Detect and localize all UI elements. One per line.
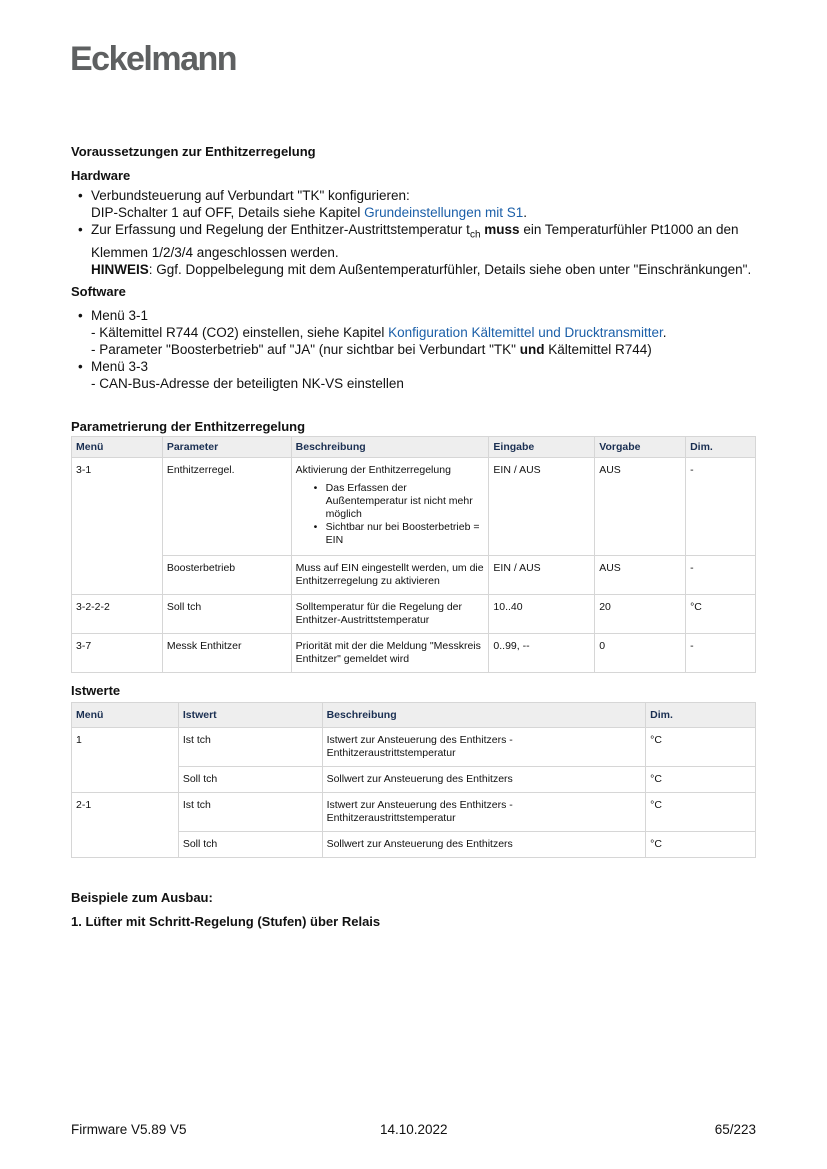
sw-b1-head: Menü 3-1: [91, 307, 149, 323]
software-list: [71, 307, 756, 392]
table-cell: 3-7: [72, 633, 163, 672]
hw-b2-text-post: ein Temperaturfühler Pt1000 an den Klemmen 1/2/3/4 angeschlossen werden.: [91, 222, 739, 260]
link-konfiguration-kaeltemittel[interactable]: Konfiguration Kältemittel und Drucktransmitter: [388, 324, 663, 340]
table-cell: [291, 457, 489, 555]
sw-b2-l1: - CAN-Bus-Adresse der beteiligten NK-VS einstellen: [91, 375, 404, 391]
col-header: Beschreibung: [291, 436, 489, 457]
table-cell: -: [686, 633, 756, 672]
col-header: Menü: [72, 702, 179, 727]
table-cell: -: [686, 555, 756, 594]
footer-page-number: 65/223: [714, 1122, 756, 1137]
list-item: [91, 221, 756, 278]
hardware-list: [71, 187, 756, 278]
table-cell: Soll tch: [178, 766, 322, 792]
col-header: Dim.: [686, 436, 756, 457]
sw-b1-l1-period: .: [662, 324, 667, 340]
table-row: [72, 792, 756, 831]
table-cell: Enthitzerregel.: [162, 457, 291, 555]
hw-b2-text: Zur Erfassung und Regelung der Enthitzer-Austrittstemperatur t: [91, 222, 470, 237]
table-cell: Sollwert zur Ansteuerung des Enthitzers: [322, 766, 646, 792]
hw-note-text: : Ggf. Doppelbelegung mit dem Außentemperaturfühler, Details siehe oben unter "Einschränkungen".: [148, 261, 752, 277]
table-cell: 2-1: [72, 792, 179, 857]
sw-b1-l2-bold: und: [519, 341, 545, 357]
table-cell: Sollwert zur Ansteuerung des Enthitzers: [322, 831, 646, 857]
table-cell: °C: [646, 727, 756, 766]
table-cell: 20: [595, 594, 686, 633]
col-header: Beschreibung: [322, 702, 646, 727]
table-row: [72, 594, 756, 633]
table-cell: Istwert zur Ansteuerung des Enthitzers - Enthitzeraustrittstemperatur: [322, 727, 646, 766]
footer-firmware: Firmware V5.89 V5: [71, 1122, 187, 1137]
table-cell: AUS: [595, 555, 686, 594]
table-cell: Ist tch: [178, 727, 322, 766]
table-cell: Messk Enthitzer: [162, 633, 291, 672]
table-row: [72, 727, 756, 766]
table-cell: Solltemperatur für die Regelung der Enthitzer-Austrittstemperatur: [291, 594, 489, 633]
table-cell: °C: [686, 594, 756, 633]
table-cell: Ist tch: [178, 792, 322, 831]
table-cell: AUS: [595, 457, 686, 555]
table-cell: -: [686, 457, 756, 555]
table-header-row: [72, 702, 756, 727]
table-cell: EIN / AUS: [489, 555, 595, 594]
list-item: [91, 307, 756, 358]
hardware-heading: Hardware: [71, 168, 131, 183]
company-logo: Eckelmann: [70, 40, 237, 78]
cell-desc: Aktivierung der Enthitzerregelung: [295, 463, 451, 476]
sw-b1-l2-post: Kältemittel R744): [548, 341, 652, 357]
table-cell: 10..40: [489, 594, 595, 633]
list-item: • Sichtbar nur bei Boosterbetrieb = EIN: [326, 521, 485, 547]
table-row: [72, 555, 756, 594]
param-table: [71, 436, 756, 673]
table-cell: °C: [646, 766, 756, 792]
sw-b1-l1: - Kältemittel R744 (CO2) einstellen, siehe Kapitel: [91, 324, 389, 340]
hw-note-label: HINWEIS: [91, 261, 149, 277]
link-grundeinstellungen[interactable]: Grundeinstellungen mit S1: [364, 205, 524, 220]
col-header: Eingabe: [489, 436, 595, 457]
table-cell: Soll tch: [178, 831, 322, 857]
actual-values-table: [71, 702, 756, 858]
table-row: [72, 633, 756, 672]
col-header: Vorgabe: [595, 436, 686, 457]
table-cell: Priorität mit der die Meldung "Messkreis Enthitzer" gemeldet wird: [291, 633, 489, 672]
col-header: Dim.: [646, 702, 756, 727]
table-row: [72, 457, 756, 555]
table-cell: Boosterbetrieb: [162, 555, 291, 594]
actual-table-title: Istwerte: [71, 682, 121, 698]
list-item: • Das Erfassen der Außentemperatur ist nicht mehr möglich: [326, 482, 485, 521]
examples-title: Beispiele zum Ausbau:: [71, 889, 213, 905]
col-header: Parameter: [162, 436, 291, 457]
table-cell: Soll tch: [162, 594, 291, 633]
table-cell: 1: [72, 727, 179, 792]
col-header: Istwert: [178, 702, 322, 727]
table-cell: 3-1: [72, 457, 163, 594]
sw-b2-head: Menü 3-3: [91, 358, 149, 374]
table-cell: EIN / AUS: [489, 457, 595, 555]
list-item: [91, 187, 756, 221]
hw-b2-sub: ch: [469, 229, 481, 241]
table-cell: 0: [595, 633, 686, 672]
table-header-row: [72, 436, 756, 457]
table-cell: Istwert zur Ansteuerung des Enthitzers - Enthitzeraustrittstemperatur: [322, 792, 646, 831]
hw-b1-line2: DIP-Schalter 1 auf OFF, Details siehe Kapitel: [91, 205, 365, 220]
list-item: [91, 358, 756, 392]
prereq-title: Voraussetzungen zur Enthitzerregelung: [71, 144, 316, 159]
hw-b1-period: .: [523, 205, 527, 220]
page-content: [71, 144, 756, 929]
table-cell: °C: [646, 831, 756, 857]
param-table-title: Parametrierung der Enthitzerregelung: [71, 418, 306, 434]
cell-bullets: [296, 482, 485, 547]
table-cell: 3-2-2-2: [72, 594, 163, 633]
hw-b1-line1: Verbundsteuerung auf Verbundart "TK" konfigurieren:: [91, 188, 410, 203]
col-header: Menü: [72, 436, 163, 457]
table-cell: Muss auf EIN eingestellt werden, um die Enthitzerregelung zu aktivieren: [291, 555, 489, 594]
example-item-1: 1. Lüfter mit Schritt-Regelung (Stufen) über Relais: [71, 913, 381, 929]
table-cell: 0..99, --: [489, 633, 595, 672]
software-heading: Software: [71, 283, 126, 299]
sw-b1-l2: - Parameter "Boosterbetrieb" auf "JA" (nur sichtbar bei Verbundart "TK": [91, 341, 516, 357]
hw-b2-bold: muss: [484, 222, 520, 237]
footer-date: 14.10.2022: [380, 1122, 448, 1137]
table-cell: °C: [646, 792, 756, 831]
